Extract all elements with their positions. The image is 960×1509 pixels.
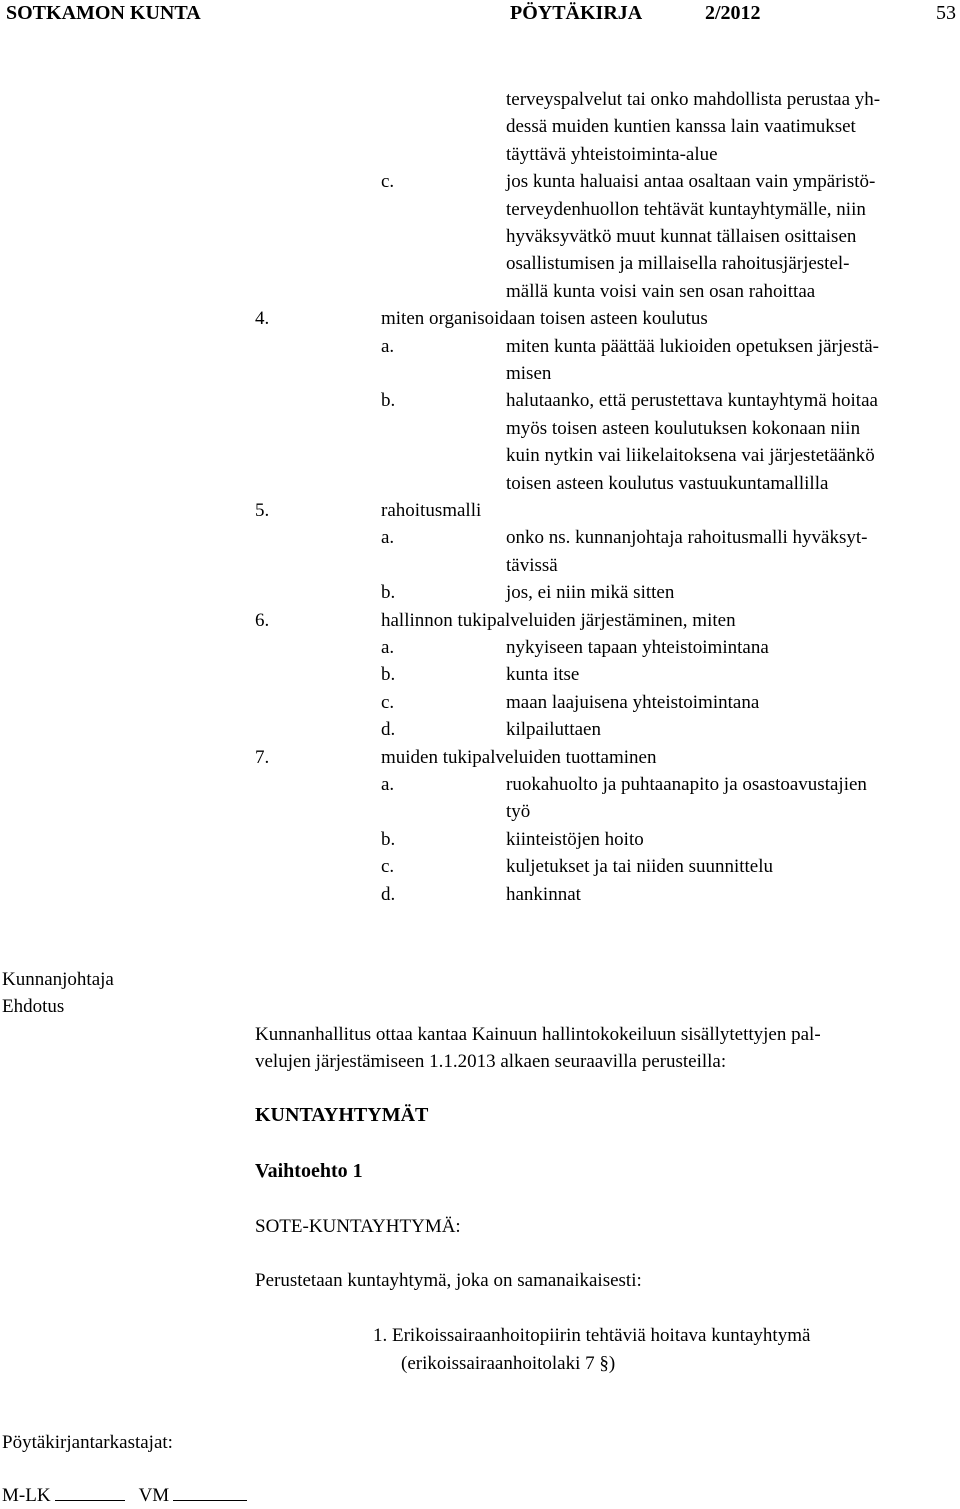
list-line-text: ruokahuolto ja puhtaanapito ja osastoavustajien (506, 774, 867, 795)
list-marker: b. (381, 390, 396, 411)
list-line-text: rahoitusmalli (381, 500, 482, 521)
list-line-text: kiinteistöjen hoito (506, 829, 644, 850)
list-marker: 4. (255, 308, 270, 329)
list-line-text: terveyspalvelut tai onko mahdollista perustaa yh- (506, 89, 881, 110)
list-line-text: jos, ei niin mikä sitten (506, 582, 675, 603)
list-line-text: onko ns. kunnanjohtaja rahoitusmalli hyväksyt- (506, 527, 868, 548)
list-line-text: hankinnat (506, 884, 581, 905)
list-line-text: kunta itse (506, 664, 580, 685)
header-document-type: PÖYTÄKIRJA (510, 2, 643, 24)
list-line-text: täyttävä yhteistoiminta-alue (506, 144, 718, 165)
header-organization: SOTKAMON KUNTA (6, 2, 201, 24)
list-line-text: nykyiseen tapaan yhteistoimintana (506, 637, 769, 658)
list-line-text: osallistumisen ja millaisella rahoitusjärjestel- (506, 253, 850, 274)
list-line-text: kilpailuttaen (506, 719, 601, 740)
established-text: Perustetaan kuntayhtymä, joka on samanaikaisesti: (255, 1270, 642, 1291)
list-line-text: halutaanko, että perustettava kuntayhtymä hoitaa (506, 390, 878, 411)
list-line-text: kuin nytkin vai liikelaitoksena vai järjestetäänkö (506, 445, 875, 466)
list-line-text: toisen asteen koulutus vastuukuntamallilla (506, 473, 829, 494)
list-line-text: misen (506, 363, 552, 384)
signature-line (2, 1482, 261, 1509)
signature-blank-2 (173, 1482, 247, 1501)
signature-blank-1 (55, 1482, 125, 1501)
list-line-text: miten organisoidaan toisen asteen koulutus (381, 308, 708, 329)
page-header (0, 0, 960, 28)
list-marker: c. (381, 171, 395, 192)
header-document-number: 2/2012 (705, 2, 761, 24)
list-line-text: hallinnon tukipalveluiden järjestäminen, miten (381, 610, 736, 631)
list-marker: c. (381, 692, 395, 713)
proposal-intro-line-2: velujen järjestämiseen 1.1.2013 alkaen seuraavilla perusteilla: (255, 1051, 727, 1072)
list-marker: a. (381, 527, 395, 548)
proposal-intro-line-1: Kunnanhallitus ottaa kantaa Kainuun hallintokokeiluun sisällytettyjen pal- (255, 1024, 821, 1045)
list-marker: d. (381, 719, 396, 740)
proposal-item-1-line-1: 1. Erikoissairaanhoitopiirin tehtäviä hoitava kuntayhtymä (373, 1325, 811, 1346)
list-line-text: jos kunta haluaisi antaa osaltaan vain ympäristö- (506, 171, 876, 192)
list-line-text: dessä muiden kuntien kanssa lain vaatimukset (506, 116, 856, 137)
list-line-text: kuljetukset ja tai niiden suunnittelu (506, 856, 774, 877)
list-line-text: tävissä (506, 555, 558, 576)
header-page-number: 53 (936, 2, 956, 24)
side-label-proposal: Ehdotus (2, 996, 65, 1017)
list-marker: 6. (255, 610, 270, 631)
side-label-role: Kunnanjohtaja (2, 969, 114, 990)
list-line-text: myös toisen asteen koulutuksen kokonaan niin (506, 418, 861, 439)
list-marker: a. (381, 637, 395, 658)
list-marker: 7. (255, 747, 270, 768)
list-marker: b. (381, 664, 396, 685)
list-line-text: terveydenhuollon tehtävät kuntayhtymälle, niin (506, 199, 866, 220)
list-line-text: maan laajuisena yhteistoimintana (506, 692, 760, 713)
list-marker: d. (381, 884, 396, 905)
list-line-text: muiden tukipalveluiden tuottaminen (381, 747, 657, 768)
list-marker: c. (381, 856, 395, 877)
list-marker: b. (381, 829, 396, 850)
signature-initials-1: M-LK (2, 1485, 51, 1506)
heading-kuntayhtymat: KUNTAYHTYMÄT (255, 1104, 429, 1126)
list-line-text: miten kunta päättää lukioiden opetuksen järjestä- (506, 336, 880, 357)
list-marker: b. (381, 582, 396, 603)
list-line-text: työ (506, 801, 531, 822)
list-line-text: mällä kunta voisi vain sen osan rahoittaa (506, 281, 816, 302)
list-marker: a. (381, 774, 395, 795)
list-marker: a. (381, 336, 395, 357)
signature-initials-2: VM (138, 1485, 170, 1506)
list-line-text: hyväksyvätkö muut kunnat tällaisen osittaisen (506, 226, 857, 247)
proposal-item-1-line-2: (erikoissairaanhoitolaki 7 §) (401, 1353, 616, 1374)
heading-vaihtoehto: Vaihtoehto 1 (255, 1160, 363, 1182)
reviewers-label: Pöytäkirjantarkastajat: (2, 1432, 173, 1453)
list-marker: 5. (255, 500, 270, 521)
heading-sote: SOTE-KUNTAYHTYMÄ: (255, 1216, 461, 1237)
